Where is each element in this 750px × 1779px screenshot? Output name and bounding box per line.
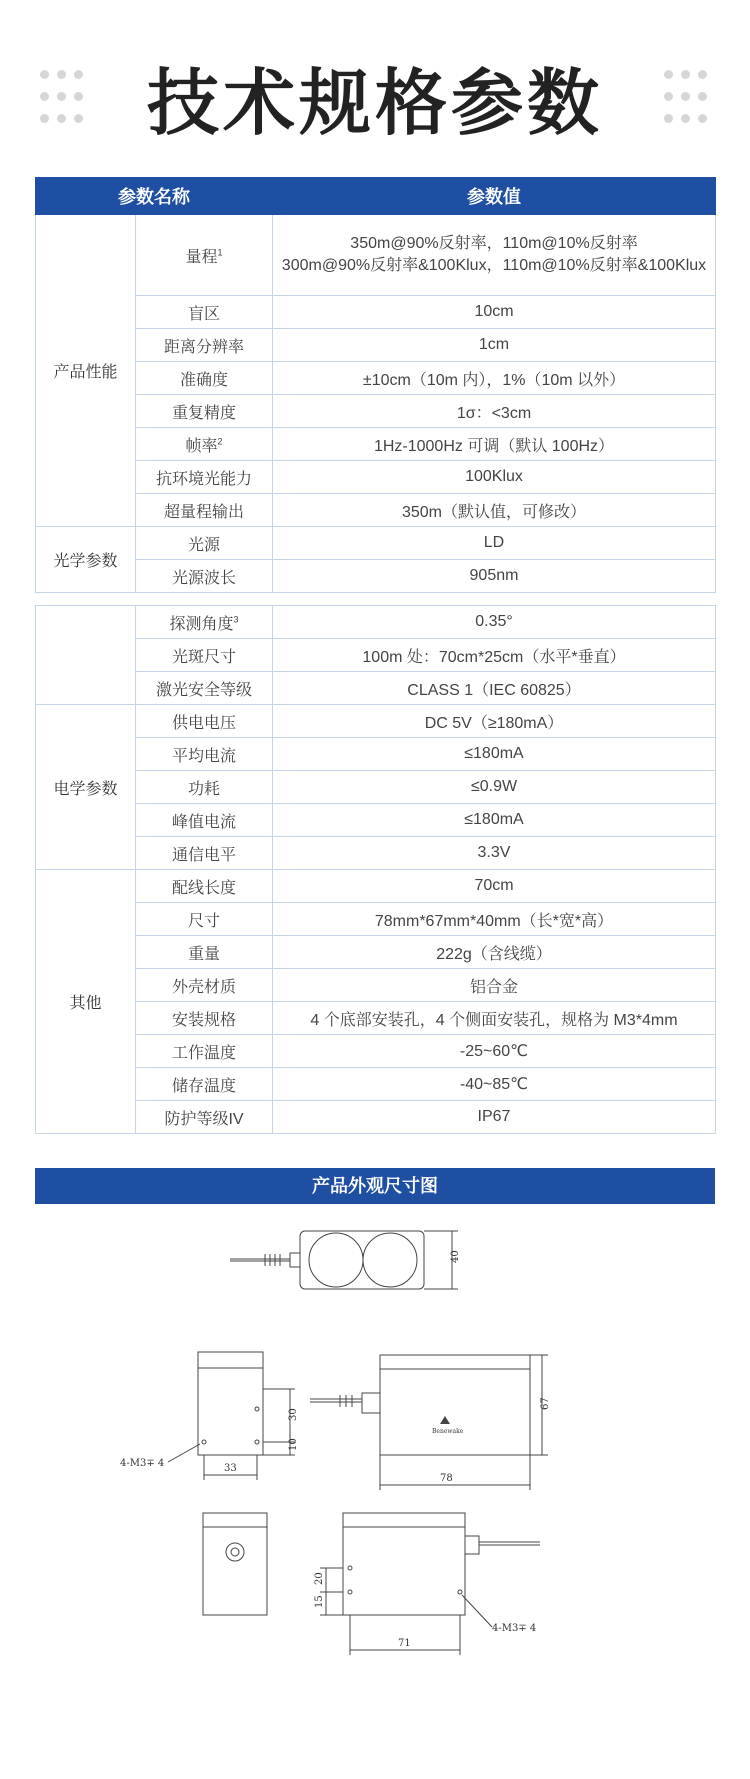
- param-name: 工作温度: [136, 1035, 273, 1068]
- param-value: 1Hz-1000Hz 可调（默认 100Hz）: [273, 428, 716, 461]
- table-row: [36, 1101, 716, 1134]
- footnote-mark: 3: [233, 614, 239, 625]
- spec-table-1: [35, 177, 716, 593]
- param-value: 4 个底部安装孔，4 个侧面安装孔，规格为 M3*4mm: [273, 1002, 716, 1035]
- param-name: 供电电压: [136, 705, 273, 738]
- param-name: 尺寸: [136, 903, 273, 936]
- param-value: 100Klux: [273, 461, 716, 494]
- decorative-dots-right: [664, 70, 708, 124]
- table-row: [36, 639, 716, 672]
- param-value: 78mm*67mm*40mm（长*宽*高）: [273, 903, 716, 936]
- table-row: [36, 215, 716, 296]
- param-value: IP67: [273, 1101, 716, 1134]
- dim-label-71: 71: [398, 1638, 411, 1649]
- param-name: 距离分辨率: [136, 329, 273, 362]
- title-section: [0, 0, 750, 170]
- table-row: [36, 870, 716, 903]
- param-value: ±10cm（10m 内），1%（10m 以外）: [273, 362, 716, 395]
- side-view: [168, 1352, 295, 1480]
- footnote-mark: 1: [217, 247, 223, 258]
- param-value: 70cm: [273, 870, 716, 903]
- table-row: [36, 738, 716, 771]
- table-row: [36, 903, 716, 936]
- group-label: [36, 606, 136, 705]
- param-name-text: 帧率: [185, 437, 218, 455]
- dimension-drawing: [0, 1215, 750, 1715]
- param-name-text: 量程: [185, 248, 218, 266]
- param-name-text: 探测角度: [169, 615, 234, 633]
- table-row: [36, 1002, 716, 1035]
- table-row: [36, 705, 716, 738]
- group-label: 光学参数: [36, 527, 136, 593]
- table-row: [36, 804, 716, 837]
- param-value: 222g（含线缆）: [273, 936, 716, 969]
- table-row: [36, 936, 716, 969]
- param-name: 重量: [136, 936, 273, 969]
- brand-logo-icon: [440, 1416, 450, 1424]
- table-row: [36, 672, 716, 705]
- param-name: 盲区: [136, 296, 273, 329]
- param-value: ≤0.9W: [273, 771, 716, 804]
- param-name: 峰值电流: [136, 804, 273, 837]
- group-label: 其他: [36, 870, 136, 1134]
- param-name: 安装规格: [136, 1002, 273, 1035]
- param-name: 重复精度: [136, 395, 273, 428]
- param-name: 配线长度: [136, 870, 273, 903]
- dim-label-40: 40: [450, 1250, 461, 1263]
- param-value: 1σ：<3cm: [273, 395, 716, 428]
- table-header: [36, 178, 716, 215]
- dim-label-78: 78: [440, 1473, 453, 1484]
- param-value: LD: [273, 527, 716, 560]
- header-param-value: 参数值: [273, 178, 716, 215]
- table-row: [36, 1035, 716, 1068]
- param-value: DC 5V（≥180mA）: [273, 705, 716, 738]
- param-value: 0.35°: [273, 606, 716, 639]
- param-value: ≤180mA: [273, 804, 716, 837]
- dim-label-10: 10: [288, 1438, 299, 1451]
- table-row: [36, 362, 716, 395]
- param-value: ≤180mA: [273, 738, 716, 771]
- front-view: [310, 1355, 548, 1490]
- table-row: [36, 527, 716, 560]
- top-view: [230, 1231, 458, 1289]
- param-name: 储存温度: [136, 1068, 273, 1101]
- param-value: 铝合金: [273, 969, 716, 1002]
- dim-label-67: 67: [540, 1397, 551, 1410]
- param-name: 平均电流: [136, 738, 273, 771]
- table-row: [36, 296, 716, 329]
- param-value-line2: 300m@90%反射率&100Klux，110m@10%反射率&100Klux: [281, 257, 707, 274]
- footnote-mark: 2: [217, 436, 223, 447]
- param-value: 905nm: [273, 560, 716, 593]
- param-name: 防护等级IV: [136, 1101, 273, 1134]
- param-name: 光源: [136, 527, 273, 560]
- table-row: [36, 837, 716, 870]
- param-value: -25~60℃: [273, 1035, 716, 1068]
- param-value: -40~85℃: [273, 1068, 716, 1101]
- hole-spec-label-right: 4-M3∓ 4: [492, 1623, 537, 1634]
- table-row: [36, 428, 716, 461]
- table-row: [36, 461, 716, 494]
- hole-spec-label-left: 4-M3∓ 4: [120, 1458, 165, 1469]
- param-value: CLASS 1（IEC 60825）: [273, 672, 716, 705]
- table-row: [36, 560, 716, 593]
- brand-label: Benewake: [432, 1428, 464, 1435]
- table-row: [36, 329, 716, 362]
- param-value: 350m（默认值，可修改）: [273, 494, 716, 527]
- dimension-drawing-title: 产品外观尺寸图: [35, 1168, 715, 1204]
- page-title: 技术规格参数: [146, 61, 603, 145]
- param-name: 功耗: [136, 771, 273, 804]
- param-name: [136, 606, 273, 639]
- table-row: [36, 1068, 716, 1101]
- param-value: 3.3V: [273, 837, 716, 870]
- dim-label-30: 30: [288, 1408, 299, 1421]
- header-param-name: 参数名称: [36, 178, 273, 215]
- param-name: 通信电平: [136, 837, 273, 870]
- table-row: [36, 395, 716, 428]
- dim-label-20: 20: [314, 1572, 325, 1585]
- param-name: 外壳材质: [136, 969, 273, 1002]
- group-label: 电学参数: [36, 705, 136, 870]
- param-name: 光源波长: [136, 560, 273, 593]
- param-value: [273, 215, 716, 296]
- dim-label-33: 33: [224, 1463, 237, 1474]
- dim-label-15: 15: [314, 1595, 325, 1608]
- param-value: 10cm: [273, 296, 716, 329]
- group-label: 产品性能: [36, 215, 136, 527]
- table-row: [36, 771, 716, 804]
- param-name: 超量程输出: [136, 494, 273, 527]
- param-name: 抗环境光能力: [136, 461, 273, 494]
- param-name: [136, 428, 273, 461]
- param-name: 准确度: [136, 362, 273, 395]
- spec-table-2: [35, 605, 716, 1134]
- table-row: [36, 969, 716, 1002]
- param-value: 100m 处：70cm*25cm（水平*垂直）: [273, 639, 716, 672]
- table-row: [36, 494, 716, 527]
- param-name: 光斑尺寸: [136, 639, 273, 672]
- table-row: [36, 606, 716, 639]
- param-name: 激光安全等级: [136, 672, 273, 705]
- param-value: 1cm: [273, 329, 716, 362]
- param-value-line1: 350m@90%反射率，110m@10%反射率: [350, 235, 638, 252]
- param-name: [136, 215, 273, 296]
- rear-view: [203, 1513, 267, 1615]
